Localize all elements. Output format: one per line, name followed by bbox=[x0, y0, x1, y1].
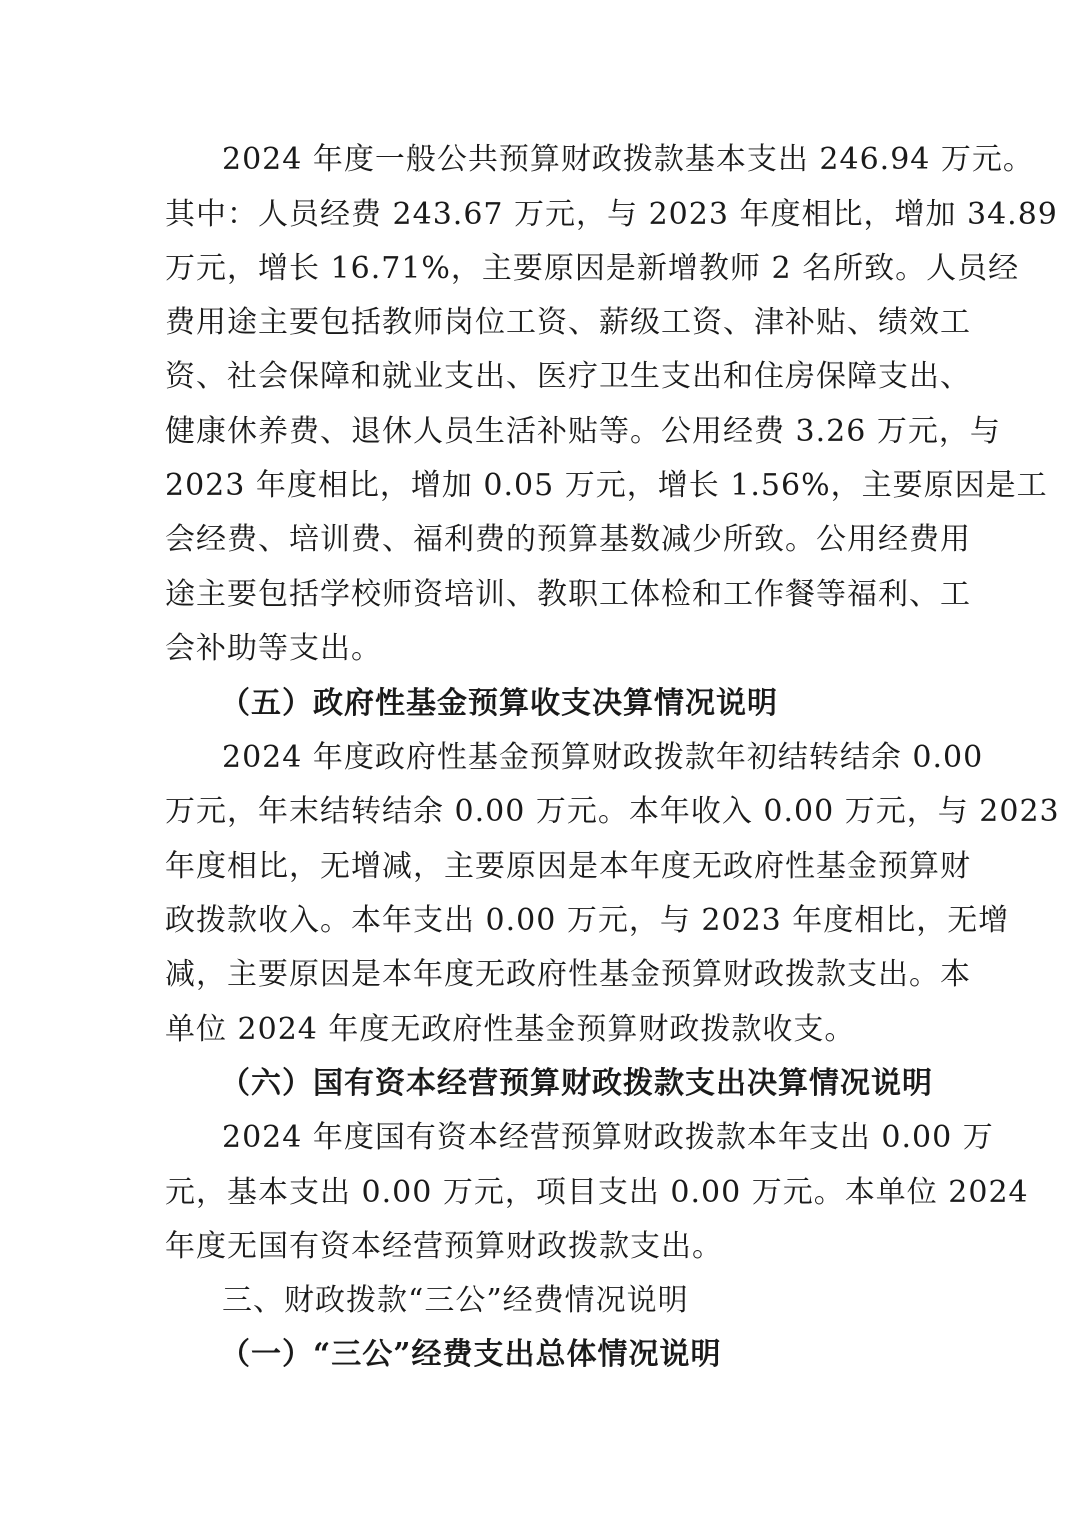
paragraph-line: 会经费、培训费、福利费的预算基数减少所致。公用经费用 bbox=[165, 522, 971, 557]
paragraph-line: 资、社会保障和就业支出、医疗卫生支出和住房保障支出、 bbox=[165, 359, 971, 394]
section-heading: （五）政府性基金预算收支决算情况说明 bbox=[220, 686, 778, 721]
paragraph-line: 政拨款收入。本年支出 0.00 万元，与 2023 年度相比，无增 bbox=[165, 903, 1010, 938]
paragraph-line: 途主要包括学校师资培训、教职工体检和工作餐等福利、工 bbox=[165, 577, 971, 612]
paragraph-line: 其中：人员经费 243.67 万元，与 2023 年度相比，增加 34.89 bbox=[165, 197, 1058, 232]
paragraph-line: 单位 2024 年度无政府性基金预算财政拨款收支。 bbox=[165, 1012, 856, 1047]
paragraph-line: 年度无国有资本经营预算财政拨款支出。 bbox=[165, 1229, 723, 1264]
paragraph-line: 元，基本支出 0.00 万元，项目支出 0.00 万元。本单位 2024 bbox=[165, 1175, 1029, 1210]
paragraph-line: 费用途主要包括教师岗位工资、薪级工资、津补贴、绩效工 bbox=[165, 305, 971, 340]
paragraph-line: 会补助等支出。 bbox=[165, 631, 382, 666]
section-heading: （六）国有资本经营预算财政拨款支出决算情况说明 bbox=[220, 1066, 933, 1101]
part-heading: 三、财政拨款“三公”经费情况说明 bbox=[222, 1283, 689, 1318]
paragraph-line: 万元，增长 16.71%，主要原因是新增教师 2 名所致。人员经 bbox=[165, 251, 1020, 286]
paragraph-line: 年度相比，无增减，主要原因是本年度无政府性基金预算财 bbox=[165, 849, 971, 884]
paragraph-line: 2023 年度相比，增加 0.05 万元，增长 1.56%，主要原因是工 bbox=[165, 468, 1048, 503]
paragraph-line: 2024 年度一般公共预算财政拨款基本支出 246.94 万元。 bbox=[222, 142, 1034, 177]
paragraph-line: 2024 年度国有资本经营预算财政拨款本年支出 0.00 万 bbox=[222, 1120, 994, 1155]
paragraph-line: 减，主要原因是本年度无政府性基金预算财政拨款支出。本 bbox=[165, 957, 971, 992]
sub-heading: （一）“三公”经费支出总体情况说明 bbox=[220, 1337, 722, 1372]
paragraph-line: 万元，年末结转结余 0.00 万元。本年收入 0.00 万元，与 2023 bbox=[165, 794, 1060, 829]
paragraph-line: 2024 年度政府性基金预算财政拨款年初结转结余 0.00 bbox=[222, 740, 984, 775]
paragraph-line: 健康休养费、退休人员生活补贴等。公用经费 3.26 万元，与 bbox=[165, 414, 1001, 449]
